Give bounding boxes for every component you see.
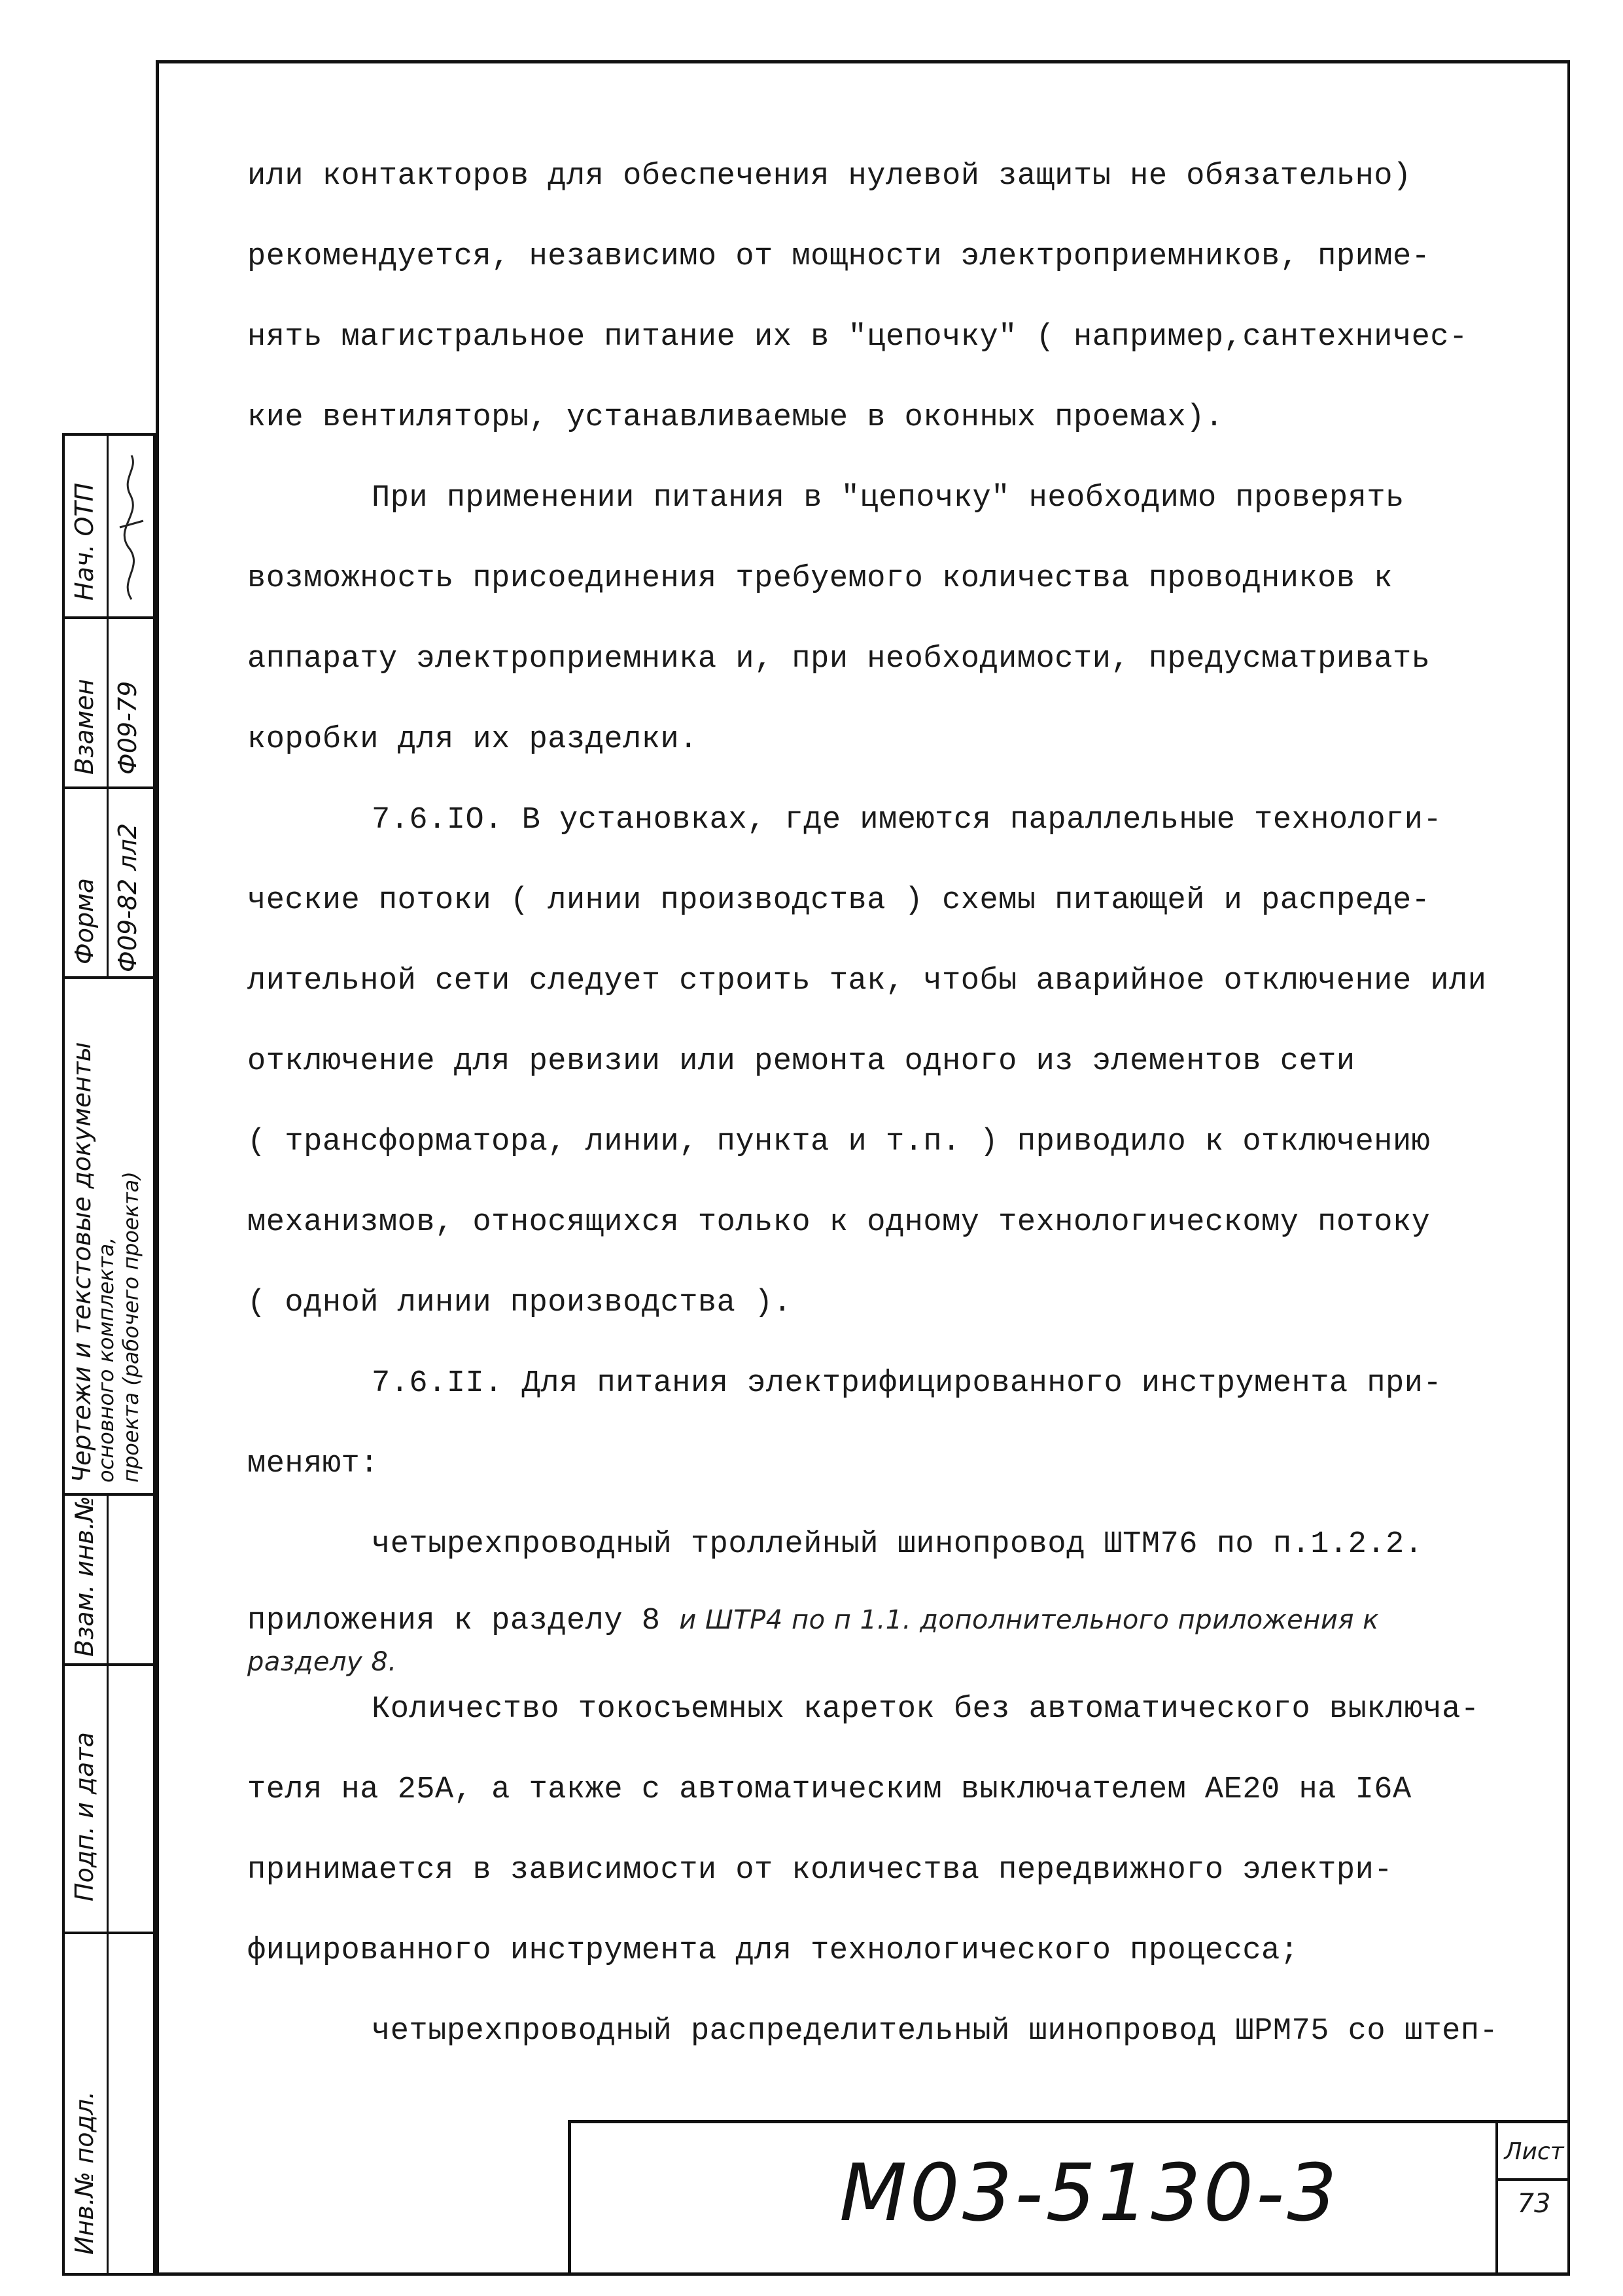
stamp-label: проекта (рабочего проекта) [118,1171,143,1483]
sheet-label: Лист [1498,2123,1570,2181]
text-line: четырехпроводный троллейный шинопровод ШТМ76 по п.1.2.2. [372,1527,1423,1562]
stamp-cell-podp-data [65,1666,153,1934]
stamp-label: Нач. ОТП [70,482,99,601]
sheet-box [1495,2123,1570,2276]
document-code: М03-5130-3 [839,2148,1340,2239]
text-line: четырехпроводный распределительный шинопровод ШРМ75 со штеп- [372,2014,1499,2049]
stamp-label: Взам. инв.№ [70,1496,99,1657]
text-line: 7.6.IO. В установках, где имеются параллельные технологи- [372,803,1442,838]
text-line: отключение для ревизии или ремонта одного из элементов сети [247,1044,1355,1079]
stamp-cell-vzam-inv [65,1496,153,1666]
text-line: аппарату электроприемника и, при необходимости, предусматривать [247,642,1431,677]
side-stamp [62,433,156,2276]
handwritten-note: разделу 8. [247,1647,397,1677]
sheet-number: 73 [1517,2189,1551,2219]
text-line: 7.6.II. Для питания электрифицированного инструмента при- [372,1366,1442,1401]
text-line: фицированного инструмента для технологического процесса; [247,1934,1299,1968]
stamp-label: Чертежи и текстовые документы [67,1042,96,1483]
text-line: коробки для их разделки. [247,722,698,757]
stamp-value: Ф09-79 [113,680,142,775]
stamp-cell-vzamen [65,619,153,789]
stamp-label: Подп. и дата [70,1732,99,1901]
handwritten-note: и ШТР4 по п 1.1. дополнительного приложения к [679,1605,1379,1635]
stamp-cell-forma [65,789,153,979]
stamp-cell-inv-podl [65,1934,153,2273]
text-line: Количество токосъемных кареток без автоматического выключа- [372,1692,1480,1727]
text-line: принимается в зависимости от количества передвижного электри- [247,1853,1393,1888]
stamp-label: Инв.№ подл. [70,2091,99,2255]
text-line: ( трансформатора, линии, пункта и т.п. ) приводило к отключению [247,1125,1431,1159]
text-line: меняют: [247,1447,379,1481]
stamp-label: Форма [70,877,99,964]
text-line: ( одной линии производства ). [247,1286,792,1320]
text-line: лительной сети следует строить так, чтобы аварийное отключение или [247,964,1487,998]
stamp-value: Ф09-82 лл2 [113,823,142,972]
stamp-label: Взамен [70,679,99,775]
text-line: теля на 25А, а также с автоматическим выключателем АЕ20 на I6А [247,1773,1412,1807]
title-block [568,2120,1570,2276]
text-line: кие вентиляторы, устанавливаемые в оконных проемах). [247,400,1224,435]
signature-icon [112,449,150,606]
text-line: механизмов, относящихся только к одному технологическому потоку [247,1205,1431,1240]
stamp-cell-nach-otp [65,436,153,619]
text-line: ческие потоки ( линии производства ) схемы питающей и распреде- [247,883,1431,918]
text-line: возможность присоединения требуемого количества проводников к [247,561,1393,596]
stamp-cell-docs [65,979,153,1496]
text-line: рекомендуется, независимо от мощности электроприемников, приме- [247,239,1431,274]
text-line: При применении питания в "цепочку" необходимо проверять [372,481,1405,516]
stamp-label: основного комплекта, [94,1237,118,1483]
appendix-typed: приложения к разделу 8 [247,1604,661,1638]
text-line: нять магистральное питание их в "цепочку" ( например,сантехничес- [247,320,1468,355]
appendix-line [247,1600,1379,1641]
text-line: или контакторов для обеспечения нулевой защиты не обязательно) [247,159,1412,194]
